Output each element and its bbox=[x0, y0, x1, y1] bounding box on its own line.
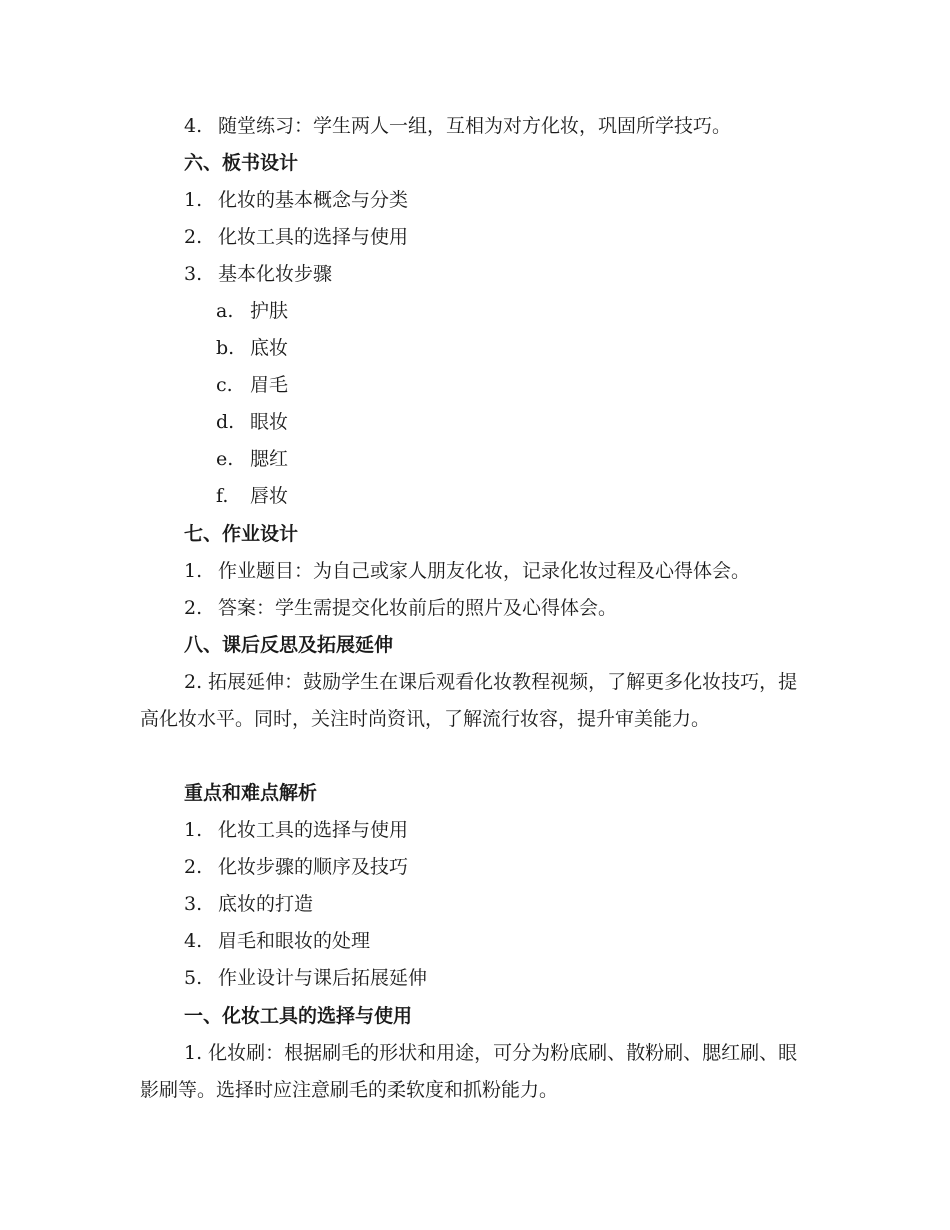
board-subitem: a. 护肤 bbox=[216, 300, 289, 322]
key-point-item: 3. 底妆的打造 bbox=[184, 893, 314, 915]
section-heading-board-design: 六、板书设计 bbox=[184, 152, 299, 174]
key-point-item: 4. 眉毛和眼妆的处理 bbox=[184, 930, 371, 952]
board-item: 1. 化妆的基本概念与分类 bbox=[184, 189, 409, 211]
section-heading-homework: 七、作业设计 bbox=[184, 523, 299, 545]
key-point-item: 1. 化妆工具的选择与使用 bbox=[184, 819, 409, 841]
board-item: 2. 化妆工具的选择与使用 bbox=[184, 226, 409, 248]
extension-paragraph: 2. 拓展延伸：鼓励学生在课后观看化妆教程视频，了解更多化妆技巧，提高化妆水平。同时，关注时尚资讯，了解流行妆容，提升审美能力。 bbox=[140, 671, 798, 730]
board-subitem: f. 唇妆 bbox=[216, 485, 289, 507]
key-point-item: 5. 作业设计与课后拓展延伸 bbox=[184, 967, 428, 989]
homework-item: 2. 答案：学生需提交化妆前后的照片及心得体会。 bbox=[184, 597, 618, 619]
key-point-item: 2. 化妆步骤的顺序及技巧 bbox=[184, 856, 409, 878]
board-item: 3. 基本化妆步骤 bbox=[184, 263, 333, 285]
board-subitem: c. 眉毛 bbox=[216, 374, 289, 396]
board-subitem: b. 底妆 bbox=[216, 337, 289, 359]
section-heading-key-points: 重点和难点解析 bbox=[184, 782, 318, 804]
brush-paragraph: 1. 化妆刷：根据刷毛的形状和用途，可分为粉底刷、散粉刷、腮红刷、眼影刷等。选择时应注意刷毛的柔软度和抓粉能力。 bbox=[140, 1042, 798, 1101]
section-heading-reflection: 八、课后反思及拓展延伸 bbox=[184, 634, 394, 656]
board-subitem: e. 腮红 bbox=[216, 448, 289, 470]
homework-item: 1. 作业题目：为自己或家人朋友化妆，记录化妆过程及心得体会。 bbox=[184, 560, 751, 582]
section-heading-tools: 一、化妆工具的选择与使用 bbox=[184, 1005, 413, 1027]
board-subitem: d. 眼妆 bbox=[216, 411, 289, 433]
practice-item: 4. 随堂练习：学生两人一组，互相为对方化妆，巩固所学技巧。 bbox=[184, 115, 732, 137]
